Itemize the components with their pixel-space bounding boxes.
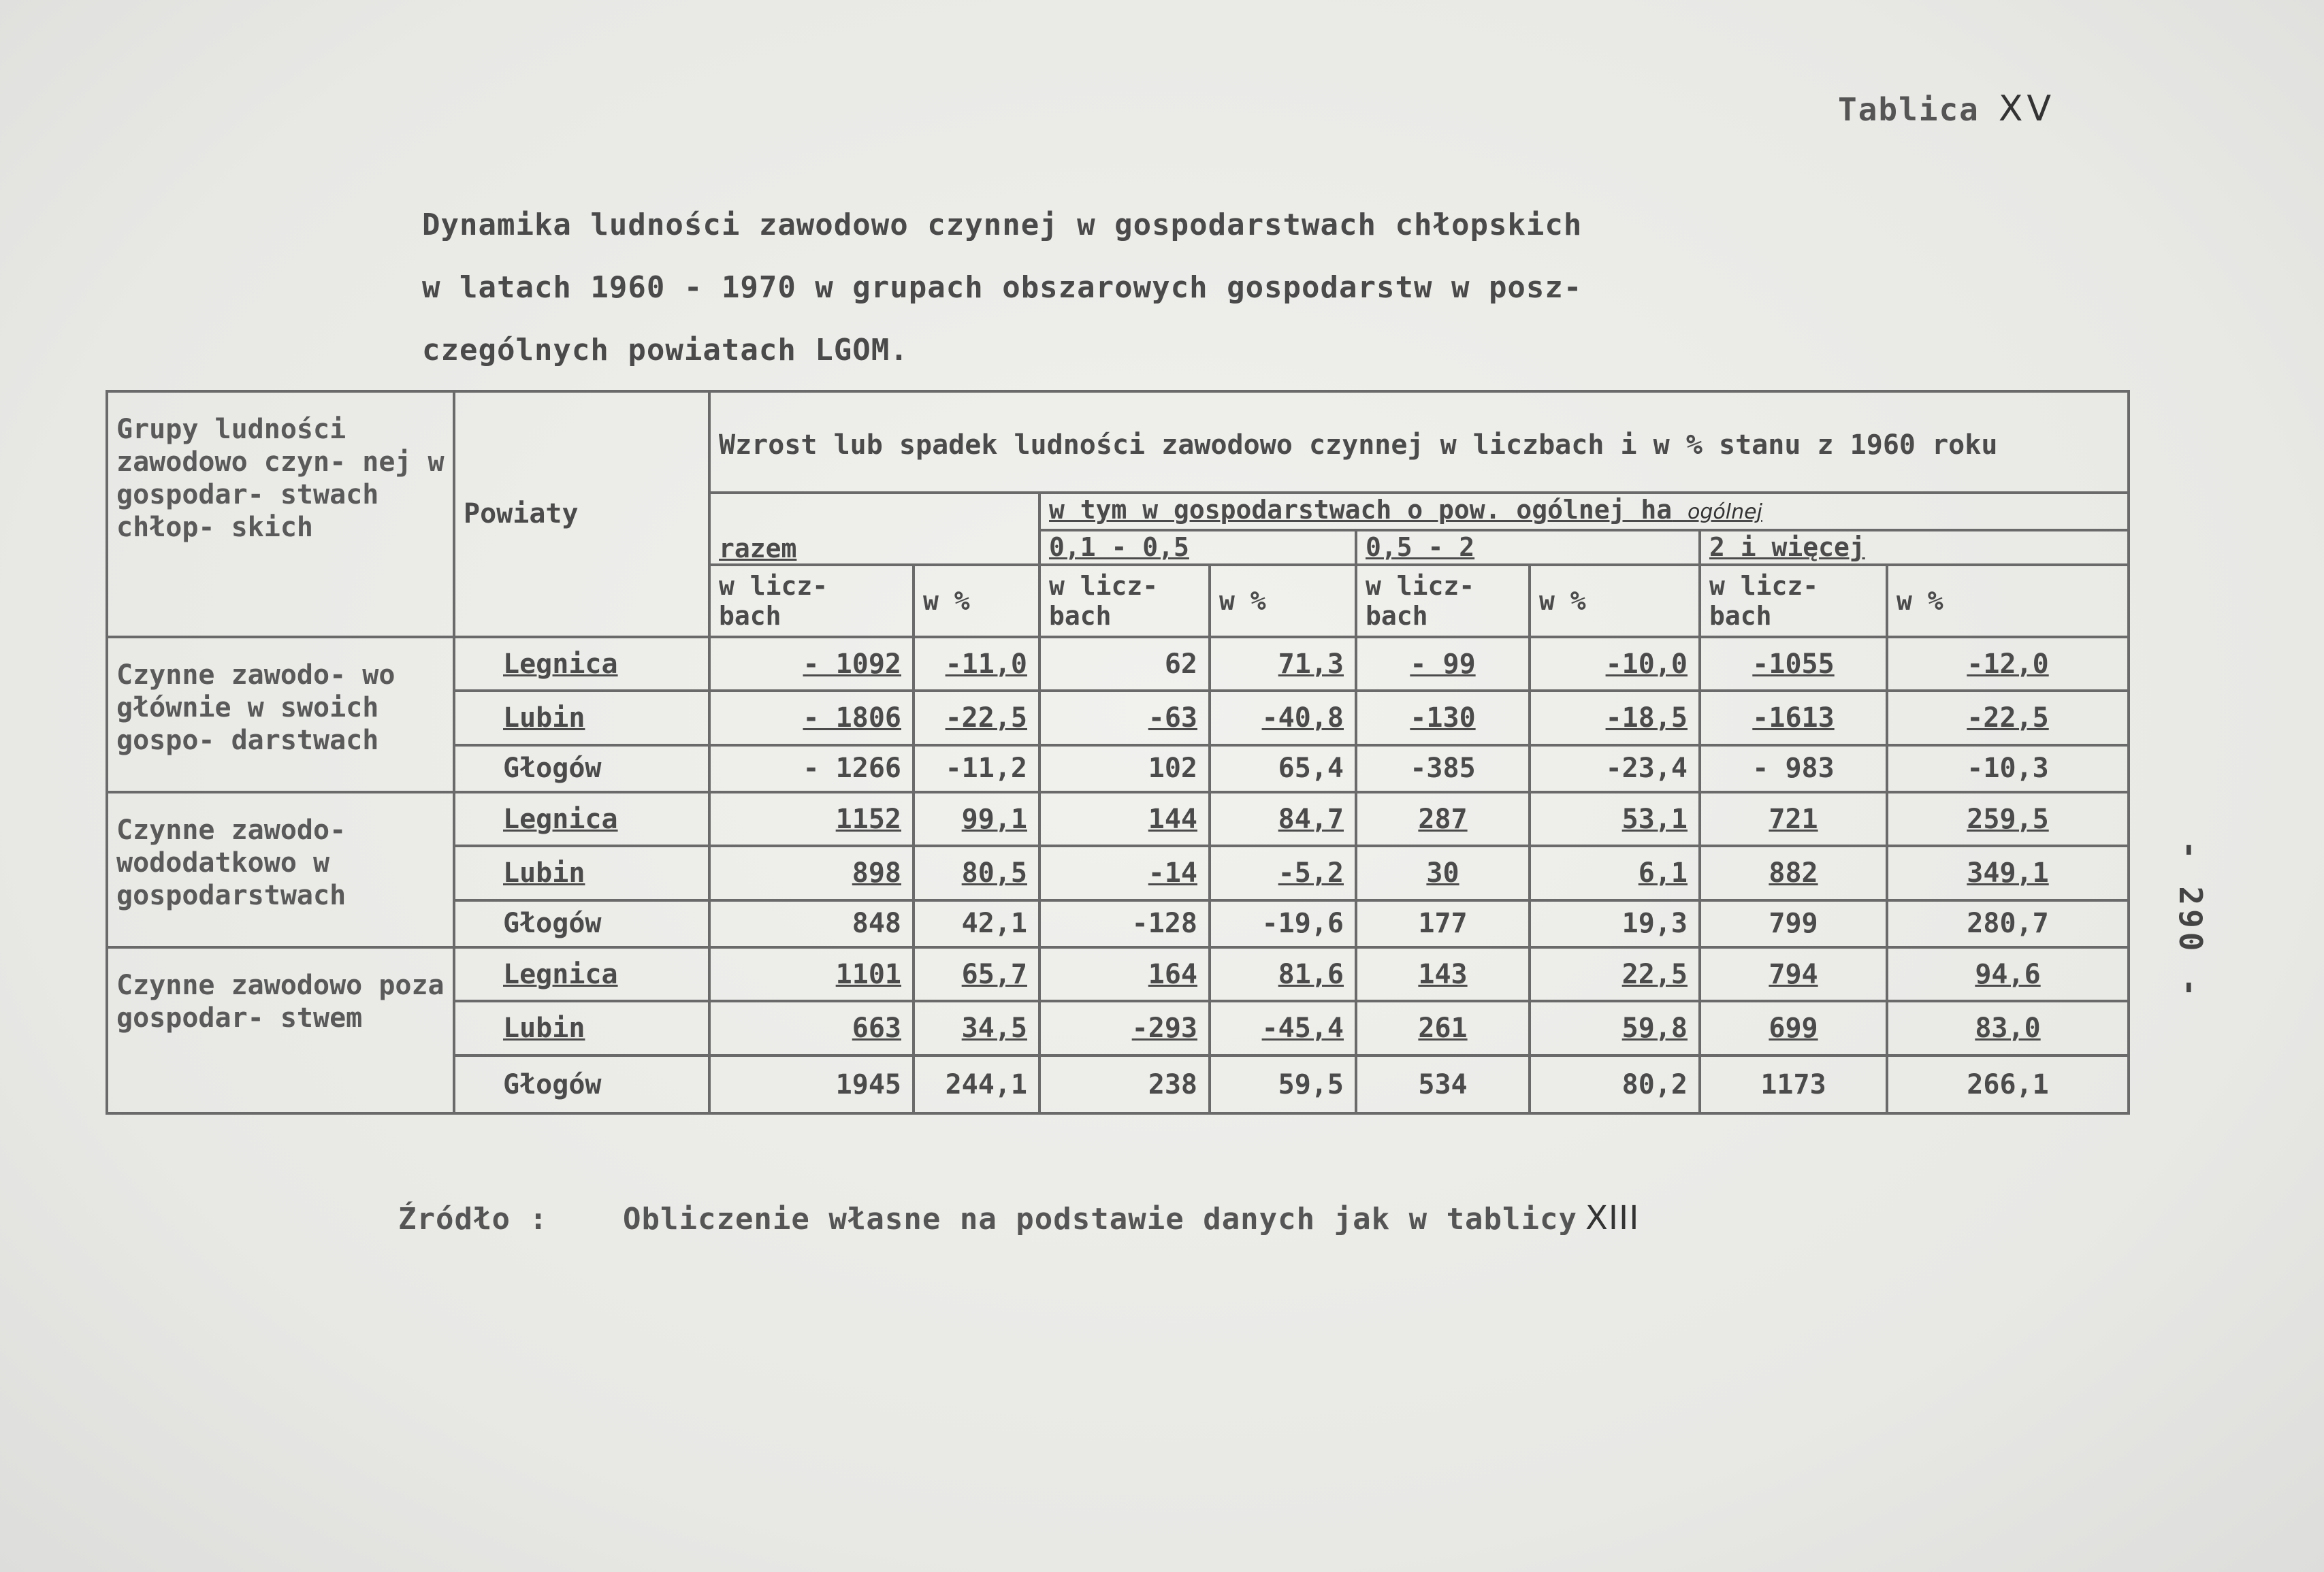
value-cell: 1945 — [709, 1055, 914, 1113]
powiat-cell: Lubin — [454, 846, 709, 900]
header-of-which — [1039, 493, 2129, 530]
data-table — [106, 390, 2130, 1115]
value-cell: 259,5 — [1887, 792, 2129, 847]
title-line: w latach 1960 - 1970 w grupach obszarowych gospodarstw w posz- — [422, 270, 1583, 305]
value-cell: -1055 — [1700, 637, 1887, 691]
value-cell: 53,1 — [1530, 792, 1700, 847]
value-cell: 794 — [1700, 947, 1887, 1002]
value-cell: -11,0 — [914, 637, 1039, 691]
value-cell: -128 — [1039, 900, 1210, 947]
value-cell: -385 — [1356, 745, 1530, 792]
value-cell: 102 — [1039, 745, 1210, 792]
header-range3-pct: w % — [1887, 565, 2129, 637]
value-cell: 799 — [1700, 900, 1887, 947]
value-cell: 898 — [709, 846, 914, 900]
header-growth — [709, 391, 2129, 493]
value-cell: -19,6 — [1210, 900, 1356, 947]
value-cell: 94,6 — [1887, 947, 2129, 1002]
value-cell: 164 — [1039, 947, 1210, 1002]
value-cell: 882 — [1700, 846, 1887, 900]
table-title — [422, 194, 1784, 382]
value-cell: -18,5 — [1530, 691, 1700, 745]
header-range-2: 0,5 - 2 — [1356, 530, 1700, 565]
header-of-which-text: w tym w gospodarstwach o pow. ogólnej ha — [1049, 495, 1673, 525]
value-cell: 42,1 — [914, 900, 1039, 947]
header-range2-count: w licz- bach — [1356, 565, 1530, 637]
value-cell: 19,3 — [1530, 900, 1700, 947]
powiat-cell: Lubin — [454, 691, 709, 745]
value-cell: 6,1 — [1530, 846, 1700, 900]
value-cell: 177 — [1356, 900, 1530, 947]
value-cell: -22,5 — [914, 691, 1039, 745]
value-cell: - 1806 — [709, 691, 914, 745]
powiat-cell: Legnica — [454, 637, 709, 691]
table-number-label: Tablica — [1838, 91, 1980, 128]
value-cell: -45,4 — [1210, 1001, 1356, 1055]
value-cell: 143 — [1356, 947, 1530, 1002]
value-cell: -10,0 — [1530, 637, 1700, 691]
source-note — [398, 1199, 1639, 1237]
value-cell: 1152 — [709, 792, 914, 847]
header-powiaty: Powiaty — [454, 391, 709, 637]
value-cell: 699 — [1700, 1001, 1887, 1055]
value-cell: -12,0 — [1887, 637, 2129, 691]
header-range3-count: w licz- bach — [1700, 565, 1887, 637]
value-cell: -40,8 — [1210, 691, 1356, 745]
value-cell: 80,2 — [1530, 1055, 1700, 1113]
value-cell: 81,6 — [1210, 947, 1356, 1002]
value-cell: -1613 — [1700, 691, 1887, 745]
value-cell: 266,1 — [1887, 1055, 2129, 1113]
header-growth-text: Wzrost lub spadek ludności zawodowo czynnej w liczbach i w % stanu z 1960 roku — [719, 429, 1998, 461]
value-cell: 1173 — [1700, 1055, 1887, 1113]
header-range-3: 2 i więcej — [1700, 530, 2129, 565]
source-label: Źródło : — [398, 1202, 548, 1237]
powiat-cell: Legnica — [454, 792, 709, 847]
value-cell: 99,1 — [914, 792, 1039, 847]
header-razem-count: w licz- bach — [709, 565, 914, 637]
value-cell: 22,5 — [1530, 947, 1700, 1002]
value-cell: 238 — [1039, 1055, 1210, 1113]
source-text: Obliczenie własne na podstawie danych jak w tablicy — [623, 1202, 1578, 1237]
header-razem: razem — [709, 493, 1039, 565]
value-cell: - 983 — [1700, 745, 1887, 792]
value-cell: 62 — [1039, 637, 1210, 691]
title-line: czególnych powiatach LGOM. — [422, 333, 909, 367]
powiat-cell: Głogów — [454, 745, 709, 792]
group-label: Czynne zawodo- wododatkowo w gospodarstwach — [107, 792, 454, 947]
group-label: Czynne zawodo- wo głównie w swoich gospo- darstwach — [107, 637, 454, 792]
value-cell: 244,1 — [914, 1055, 1039, 1113]
value-cell: 534 — [1356, 1055, 1530, 1113]
value-cell: 80,5 — [914, 846, 1039, 900]
value-cell: 287 — [1356, 792, 1530, 847]
value-cell: -22,5 — [1887, 691, 2129, 745]
value-cell: - 1266 — [709, 745, 914, 792]
value-cell: 83,0 — [1887, 1001, 2129, 1055]
handwritten-insert: ogólnej — [1688, 500, 1762, 525]
data-table-container — [106, 390, 2127, 1115]
header-razem-pct: w % — [914, 565, 1039, 637]
value-cell: -293 — [1039, 1001, 1210, 1055]
value-cell: 721 — [1700, 792, 1887, 847]
header-range1-pct: w % — [1210, 565, 1356, 637]
value-cell: 65,4 — [1210, 745, 1356, 792]
value-cell: -63 — [1039, 691, 1210, 745]
group-label: Czynne zawodowo poza gospodar- stwem — [107, 947, 454, 1113]
value-cell: 30 — [1356, 846, 1530, 900]
header-range2-pct: w % — [1530, 565, 1700, 637]
value-cell: 261 — [1356, 1001, 1530, 1055]
table-number-roman: XV — [1998, 88, 2056, 129]
table-number — [1838, 88, 2055, 129]
value-cell: 65,7 — [914, 947, 1039, 1002]
page-number: - 290 - — [2172, 840, 2209, 1001]
powiat-cell: Głogów — [454, 900, 709, 947]
value-cell: 663 — [709, 1001, 914, 1055]
value-cell: 280,7 — [1887, 900, 2129, 947]
value-cell: 71,3 — [1210, 637, 1356, 691]
value-cell: 848 — [709, 900, 914, 947]
table-row — [107, 792, 2129, 847]
value-cell: 59,5 — [1210, 1055, 1356, 1113]
value-cell: - 99 — [1356, 637, 1530, 691]
header-groups: Grupy ludności zawodowo czyn- nej w gospodar- stwach chłop- skich — [107, 391, 454, 637]
value-cell: 34,5 — [914, 1001, 1039, 1055]
powiat-cell: Legnica — [454, 947, 709, 1002]
table-row — [107, 637, 2129, 691]
source-roman: XIII — [1585, 1199, 1640, 1237]
value-cell: -14 — [1039, 846, 1210, 900]
value-cell: 59,8 — [1530, 1001, 1700, 1055]
value-cell: 349,1 — [1887, 846, 2129, 900]
value-cell: 1101 — [709, 947, 914, 1002]
value-cell: -5,2 — [1210, 846, 1356, 900]
value-cell: - 1092 — [709, 637, 914, 691]
powiat-cell: Lubin — [454, 1001, 709, 1055]
value-cell: 144 — [1039, 792, 1210, 847]
table-row — [107, 947, 2129, 1002]
powiat-cell: Głogów — [454, 1055, 709, 1113]
value-cell: -130 — [1356, 691, 1530, 745]
value-cell: -11,2 — [914, 745, 1039, 792]
value-cell: 84,7 — [1210, 792, 1356, 847]
value-cell: -23,4 — [1530, 745, 1700, 792]
title-line: Dynamika ludności zawodowo czynnej w gospodarstwach chłopskich — [422, 208, 1583, 242]
header-range1-count: w licz- bach — [1039, 565, 1210, 637]
header-range-1: 0,1 - 0,5 — [1039, 530, 1356, 565]
value-cell: -10,3 — [1887, 745, 2129, 792]
